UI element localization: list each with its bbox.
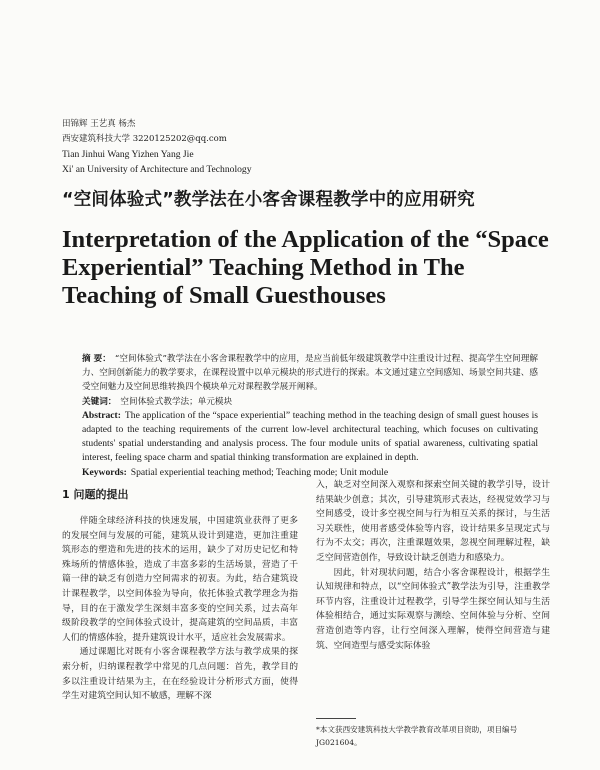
abstract-en: [82, 409, 538, 466]
author-affiliation-en: Xi' an University of Architecture and Technology: [62, 164, 252, 175]
affiliation-cn: 西安建筑科技大学: [62, 134, 131, 144]
abstract-cn-label: 摘 要：: [82, 354, 111, 364]
paper-title-en: Interpretation of the Application of the “Space Experiential” Teaching Method in The Teaching of Small Guesthouses: [62, 226, 549, 309]
section-heading: 1 问题的提出: [62, 488, 129, 501]
abstract-cn: [82, 352, 538, 395]
author-block: [62, 117, 482, 177]
body-column-left: [62, 514, 298, 704]
author-names-en: Tian Jinhui Wang Yizhen Yang Jie: [62, 149, 194, 160]
keywords-cn-text: 空间体验式教学法；单元模块: [120, 396, 233, 407]
paper-title-cn: “空间体验式”教学法在小客舍课程教学中的应用研究: [62, 190, 475, 210]
body-paragraph: 入，缺乏对空间深入观察和探索空间关键的教学引导，设计结果缺少创意；其次，引导建筑形式表达，经视觉效学习与空间感受，设计多空视空间与行为相互关系的探讨，与生活习关联性，使用者感受体验等内容，设计结果多呈现定式与行为不太交；再次，注重课题效果，忽视空间理解过程，缺乏空间营造创作，导致设计缺乏创造力和感染力。: [316, 480, 550, 563]
author-names-cn: 田锦辉 王艺真 杨杰: [62, 119, 136, 129]
body-paragraph: 伴随全球经济科技的快速发展，中国建筑业获得了更多的发展空间与发展的可能，建筑从设计到建造，更加注重建筑形态的塑造和先进的技术的运用，缺少了对历史记忆和特殊场所的情感体验，造成了丰富多彩的生活场景，营造了千篇一律的缺乏有创造力空间需求的初衷。为此，结合建筑设计课程教学，以空间体验为导向，依托体验式教学理念为指导，目的在于激发学生深刻丰富多变的空间关系，过去高年级阶段教学的空间体验式设计，提高建筑的空间品质，丰富人们的情感体验，提升建筑设计水平，适应社会发展需求。: [62, 516, 298, 643]
keywords-en-label: Keywords:: [82, 466, 127, 478]
footnote: *本文获西安建筑科技大学教学教育改革项目资助，项目编号JG021604。: [316, 725, 518, 747]
keywords-cn-label: 关键词：: [82, 396, 117, 407]
abstract-en-label: Abstract:: [82, 409, 121, 421]
footnote-divider: [316, 718, 356, 719]
author-affiliation-cn: [62, 132, 482, 147]
body-paragraph: 通过课题比对既有小客舍课程教学方法与教学成果的探索分析，归纳课程教学中常见的几点问题：首先，教学目的多以注重设计结果为主，在在经验设计分析形式方面，使得学生对建筑空间认知不敏感，理解不深: [62, 647, 298, 702]
abstract-en-text: The application of the “space experiential” teaching method in the teaching design of small guest houses is adapted to the teaching requirements of the current low-level architectural teaching, which focuses on cultivating students' spatial understanding and analysis process. The four module units of spatial awareness, cultivating spatial interest, feeling space charm and spatial thinking transformation are explained in depth.: [82, 409, 538, 464]
body-paragraph: 因此，针对现状问题，结合小客舍课程设计，根据学生认知规律和特点，以“空间体验式”教学法为引导，注重教学环节内容，注重设计过程教学，引导学生探空间认知与生活体验相结合，通过实际观察与测绘、空间体验与分析、空间营造创造等内容，让行空间深入理解，使得空间营造与建筑、空间造型与感受实际体验: [316, 567, 550, 651]
keywords-cn: [82, 395, 538, 409]
body-column-right: [316, 478, 550, 653]
keywords-en-text: Spatial experiential teaching method; Teaching mode; Unit module: [130, 466, 389, 478]
abstract-block: [82, 352, 538, 480]
abstract-cn-text: “空间体验式”教学法在小客舍课程教学中的应用，是应当前低年级建筑教学中注重设计过程、提高学生空间理解力、空间创新能力的教学要求，在课程设置中以单元模块的形式进行的探索。本文通过建立空间感知、场景空间共建、感受空间魅力及空间思维转换四个模块单元对课程教学展开阐释。: [82, 354, 538, 393]
author-email: 3220125202@qq.com: [132, 134, 227, 144]
